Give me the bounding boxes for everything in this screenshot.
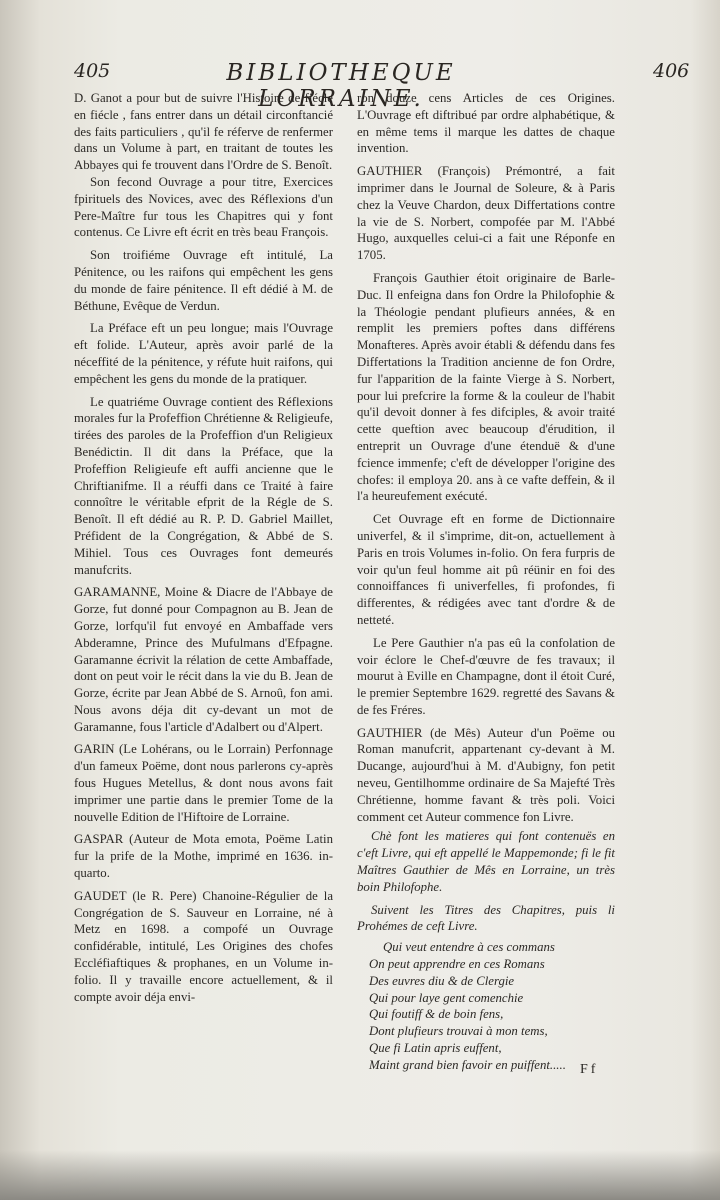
right-column	[357, 90, 615, 1074]
entry-gaudet: GAUDET (le R. Pere) Chanoine-Régulier de la Congrégation de S. Sauveur en Lorraine, né à Metz en 1698. a compofé un Ouvrage confidérable, intitulé, Les Origines des chofes Eccléfiaftiques & prophanes, en un Volume in-folio. Il y travaille encore actuellement, & il compte avoir déja envi-	[74, 888, 333, 1004]
paragraph: ron douze cens Articles de ces Origines. L'Ouvrage eft diftribué par ordre alphabétique, & en même tems il marque les dattes de chaque invention.	[357, 91, 615, 156]
signature-mark: Ff	[580, 1062, 599, 1077]
paragraph: Le quatriéme Ouvrage contient des Réflexions morales fur la Profeffion Chrétienne & Religieufe, tirées des paroles de la Profeffion d'un Religieux Benédictin. Il dit dans la Préface, que la Profeffion Religieufe eft auffi ancienne que le Chriftianifme. Il a réuffi dans ce Traité à faire connoître le véritable efprit de la Régle de S. Benoît. Il eft dédié au R. P. D. Gabriel Maillet, Préfident de la Congrégation, & Abbé de S. Mihiel. Tous ces Ouvrages font demeurés manufcrits.	[74, 394, 333, 577]
verse-line: Qui pour laye gent comenchie	[369, 990, 524, 1005]
entry-garin: GARIN (Le Lohérans, ou le Lorrain) Perfonnage d'un fameux Poëme, dont nous parlerons cy-après fous Hugues Metellus, & dont nous avons fait imprimer une partie dans le premier Tome de la nouvelle Edition de l'Hiftoire de Lorraine.	[74, 742, 333, 824]
paragraph: François Gauthier étoit originaire de Barle-Duc. Il enfeigna dans fon Ordre la Philofophie & la Théologie pendant plufieurs années, & en remplit les premiers poftes dans différens Monafteres. Après avoir établi & défendu dans fes Differtations la Tradition ancienne de fon Ordre, fur l'apparition de la fainte Vierge à S. Norbert, pour lui prefcrire la forme & la couleur de l'habit qu'il devoit donner à fes difciples, & avoir traité cette queftion avec beaucoup d'érudition, il entreprit un Ouvrage d'une étenduë & d'une fcience immenfe; c'eft de développer l'origine des chofes: il employa 20. ans à ce vafte deffein, & il l'a heureufement exécuté.	[357, 270, 615, 504]
page-number-left: 405	[74, 60, 111, 82]
paragraph: Son fecond Ouvrage a pour titre, Exercices fpirituels des Novices, avec des Réflexions d'un Pere-Maître fur tous les Chapitres qui y font contenus. Ce Livre eft écrit en très beau François.	[74, 174, 333, 240]
paragraph: Son troifiéme Ouvrage eft intitulé, La Pénitence, ou les raifons qui empêchent les gens du monde de faire pénitence. Il eft dédié à M. de Béthune, Evêque de Verdun.	[74, 248, 333, 313]
verse-line: Que fi Latin apris euffent,	[369, 1041, 502, 1056]
verse-block	[357, 939, 615, 1073]
entry-gauthier-de-mes: GAUTHIER (de Mês) Auteur d'un Poëme ou Roman manufcrit, appartenant cy-devant à M. Ducange, aujourd'hui à M. d'Aubigny, fon petit neveu, Gentilhomme ordinaire de Sa Majefté Très Chrétienne, homme favant & très poli. Voici comment cet Auteur commence fon Livre.	[357, 725, 615, 824]
left-column	[74, 90, 333, 1005]
verse-line: Qui foutiff & de boin fens,	[369, 1007, 504, 1022]
entry-garamanne: GARAMANNE, Moine & Diacre de l'Abbaye de Gorze, fut donné pour Compagnon au B. Jean de Gorze, lorfqu'il fut envoyé en Ambaffade vers Abderamne, Prince des Mufulmans d'Efpagne. Garamanne écrivit la rélation de cette Ambaffade, dont on peut voir le récit dans la vie du B. Jean de Gorze, écrite par Jean Abbé de S. Arnoû, fon ami. Nous avons déja dit cy-devant un mot de Garamanne, fous l'article d'Adalbert ou d'Alpert.	[74, 585, 333, 734]
quoted-chapter-note: Suivent les Titres des Chapitres, puis li Prohémes de ceft Livre.	[357, 902, 615, 934]
page-number-right: 406	[653, 60, 690, 82]
entry-gauthier-francois: GAUTHIER (François) Prémontré, a fait imprimer dans le Journal de Soleure, & à Paris chez la Veuve Chardon, deux Differtations contre la vie de S. Norbert, compofée par M. l'Abbé Hugo, auxquelles celui-ci a fait une Réponfe en 1705.	[357, 164, 615, 263]
verse-line: Maint grand bien favoir en puiffent.....	[369, 1057, 566, 1072]
paragraph: D. Ganot a pour but de suivre l'Histoire de fiécle en fiécle , fans entrer dans un détail circonftancié des faits particuliers , qu'il fe réferve de renfermer dans un Volume à part, en traitant de toutes les Abbayes qui fe trouvent dans l'Ordre de S. Benoît.	[74, 91, 333, 173]
verse-line: Des euvres diu & de Clergie	[369, 973, 515, 988]
verse-line: Dont plufieurs trouvai à mon tems,	[369, 1024, 548, 1039]
running-title: BIBLIOTHEQUE LORRAINE.	[226, 60, 456, 112]
quoted-incipit: Chè font les matieres qui font contenuës en c'eft Livre, qui eft appellé le Mappemonde; fi le fit Maîtres Gauthier de Mês en Lorraine, un très boin Philofophe.	[357, 829, 615, 894]
page-shadow	[0, 1150, 720, 1200]
paragraph: La Préface eft un peu longue; mais l'Ouvrage eft folide. L'Auteur, après avoir parlé de la néceffité de la pénitence, y réfute huit raifons, qui empêchent les gens du monde de la pratiquer.	[74, 321, 333, 386]
verse-line: Qui veut entendre à ces commans	[383, 940, 555, 955]
verse-line: On peut apprendre en ces Romans	[369, 957, 545, 972]
paragraph: Le Pere Gauthier n'a pas eû la confolation de voir éclore le Chef-d'œuvre de fes travaux; il mourut à Eville en Champagne, dont il étoit Curé, le premier Septembre 1629. regretté des Savans & de fes Fréres.	[357, 635, 615, 717]
paragraph: Cet Ouvrage eft en forme de Dictionnaire univerfel, & il s'imprime, dit-on, actuellement à Paris en trois Volumes in-folio. On fera furpris de voir qu'un feul homme ait pû réünir en foi des connoiffances fi univerfelles, fi profondes, fi differentes, & rédigées avec tant d'ordre & de netteté.	[357, 512, 615, 627]
entry-gaspar: GASPAR (Auteur de Mota emota, Poëme Latin fur la prife de la Mothe, imprimé en 1636. in-quarto.	[74, 832, 333, 881]
